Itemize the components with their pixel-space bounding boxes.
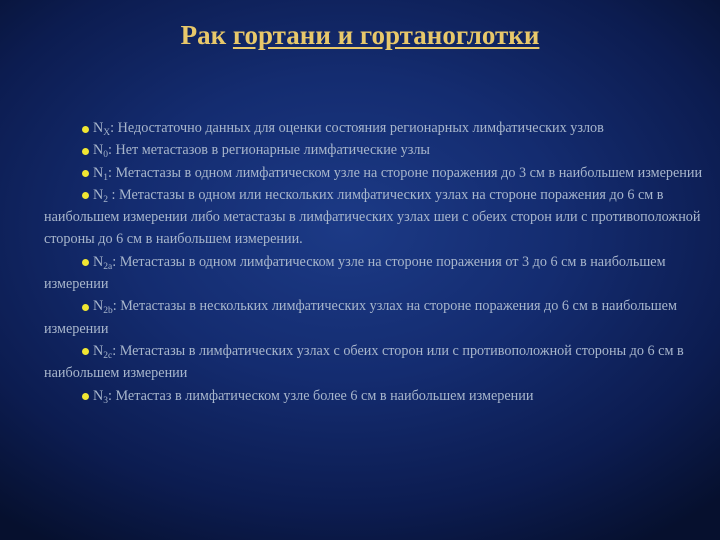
title-prefix: Рак xyxy=(180,20,233,50)
item-subscript: 2c xyxy=(103,350,113,361)
list-item-nx xyxy=(44,117,708,139)
item-label: N xyxy=(93,342,104,359)
bullet-icon xyxy=(82,148,89,155)
item-label: N xyxy=(93,164,104,181)
item-text: : Метастазы в одном или нескольких лимфатических узлах на стороне поражения до 6 см в наибольшем измерении либо метастазы в лимфатических узлах шеи с обеих сторон или с противоположной стороны до 6 см в наибольшем измерении. xyxy=(44,186,701,248)
item-text: : Метастазы в нескольких лимфатических узлах на стороне поражения до 6 см в наибольшем измерении xyxy=(44,298,677,337)
item-text: : Метастазы в одном лимфатическом узле на стороне поражения до 3 см в наибольшем измерении xyxy=(108,164,703,181)
item-label: N xyxy=(93,186,104,203)
list-item-n2 xyxy=(44,184,708,251)
item-text: : Метастаз в лимфатическом узле более 6 см в наибольшем измерении xyxy=(108,387,534,404)
item-label: N xyxy=(93,298,104,315)
item-label: N xyxy=(93,253,104,270)
item-text: : Метастазы в одном лимфатическом узле на стороне поражения от 3 до 6 см в наибольшем измерении xyxy=(44,253,666,293)
bullet-icon xyxy=(82,192,89,199)
bullet-icon xyxy=(82,170,89,177)
list-item-n1 xyxy=(44,162,708,184)
item-text: : Недостаточно данных для оценки состояния регионарных лимфатических узлов xyxy=(110,120,604,136)
n-classification-list xyxy=(44,117,708,407)
bullet-icon xyxy=(82,393,89,400)
item-text: : Нет метастазов в регионарные лимфатические узлы xyxy=(108,142,430,159)
bullet-icon xyxy=(82,304,89,311)
list-item-n0 xyxy=(44,139,708,161)
title-underlined: гортани и гортаноглотки xyxy=(232,20,540,50)
bullet-icon xyxy=(82,259,89,266)
list-item-n2a xyxy=(44,251,708,296)
item-label: N xyxy=(93,387,104,404)
item-subscript: 3 xyxy=(103,395,108,406)
item-subscript: X xyxy=(103,128,111,138)
item-subscript: 2a xyxy=(103,261,113,272)
bullet-icon xyxy=(82,348,89,355)
bullet-icon xyxy=(82,126,89,133)
list-item-n2c xyxy=(44,340,708,385)
item-subscript: 1 xyxy=(103,172,108,183)
item-text: : Метастазы в лимфатических узлах с обеих сторон или с противоположной стороны до 6 см в наибольшем измерении xyxy=(44,342,684,382)
list-item-n3 xyxy=(44,385,708,407)
list-item-n2b xyxy=(44,295,708,340)
item-subscript: 2b xyxy=(103,306,113,317)
item-label: N xyxy=(93,120,104,136)
slide-title xyxy=(0,17,720,53)
item-label: N xyxy=(93,142,104,159)
item-subscript: 2 xyxy=(103,194,108,205)
item-subscript: 0 xyxy=(103,150,108,161)
